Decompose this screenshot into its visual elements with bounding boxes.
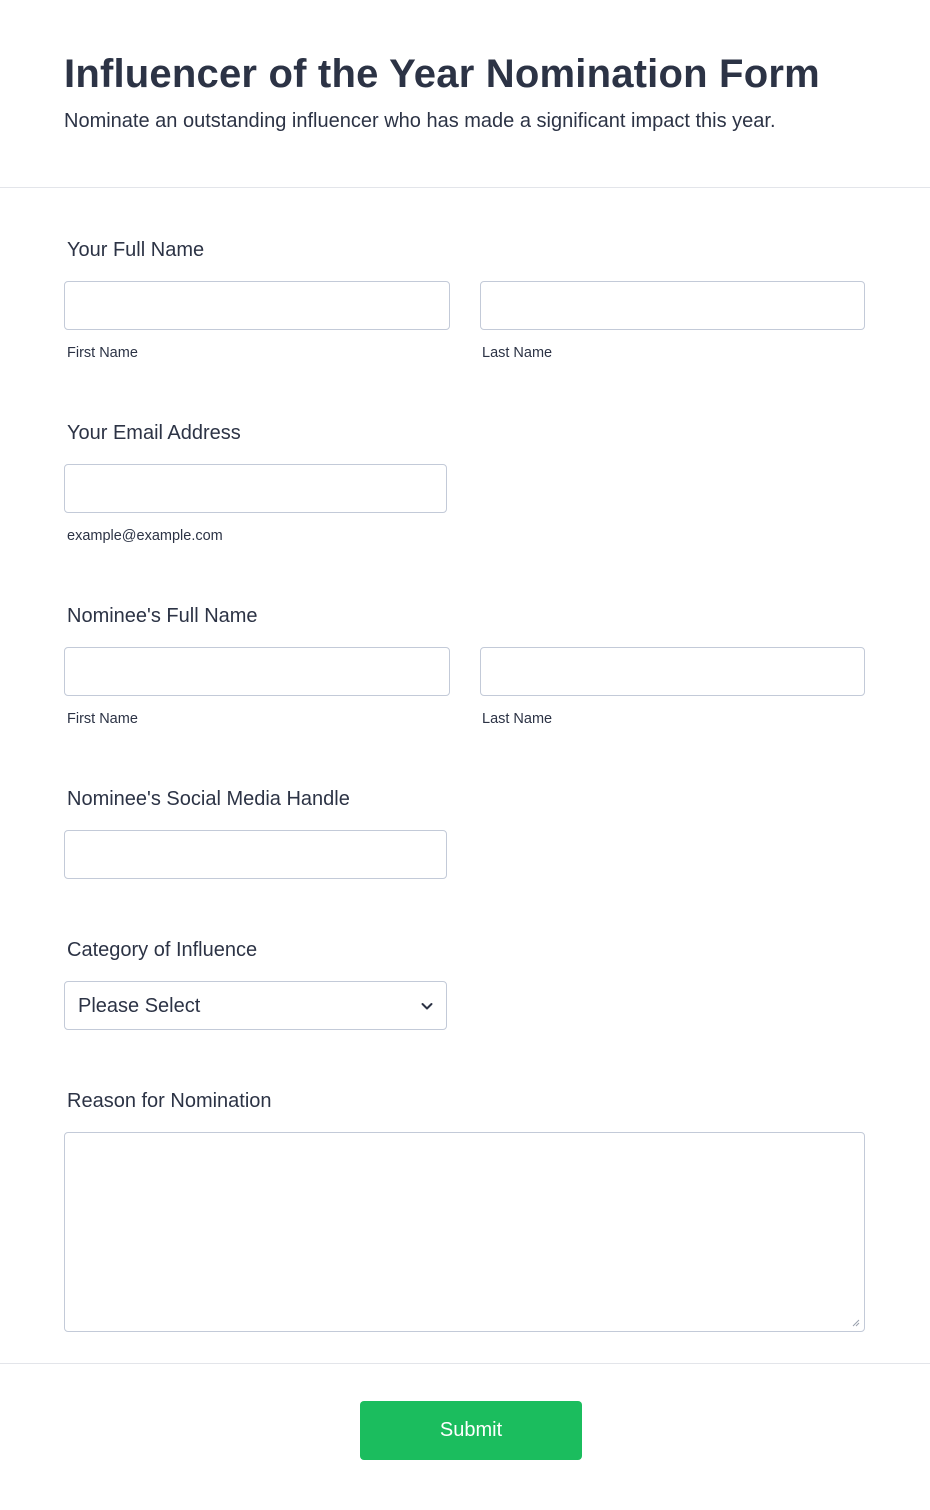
form-title: Influencer of the Year Nomination Form [64,52,820,96]
footer-divider [0,1363,930,1364]
form-subtitle: Nominate an outstanding influencer who has made a significant impact this year. [64,110,776,132]
category-selected-value: Please Select [78,995,201,1017]
category-select[interactable] [64,981,447,1030]
chevron-down-icon [420,999,434,1013]
nominee-last-name-input[interactable] [480,647,865,696]
email-label: Your Email Address [67,422,241,444]
your-full-name-label: Your Full Name [67,239,205,261]
submit-button[interactable]: Submit [360,1401,582,1460]
your-last-name-input[interactable] [480,281,865,330]
nominee-last-name-sublabel: Last Name [482,711,553,727]
reason-textarea[interactable] [64,1132,865,1332]
your-first-name-sublabel: First Name [67,345,138,361]
email-input[interactable] [64,464,447,513]
reason-label: Reason for Nomination [67,1090,272,1112]
social-handle-input[interactable] [64,830,447,879]
resize-grip-icon[interactable] [850,1317,860,1327]
nominee-first-name-input[interactable] [64,647,450,696]
nominee-full-name-label: Nominee's Full Name [67,605,258,627]
your-first-name-input[interactable] [64,281,450,330]
email-sublabel: example@example.com [67,528,223,544]
nominee-first-name-sublabel: First Name [67,711,138,727]
your-last-name-sublabel: Last Name [482,345,553,361]
form-header [0,0,930,188]
social-handle-label: Nominee's Social Media Handle [67,788,350,810]
category-label: Category of Influence [67,939,258,961]
